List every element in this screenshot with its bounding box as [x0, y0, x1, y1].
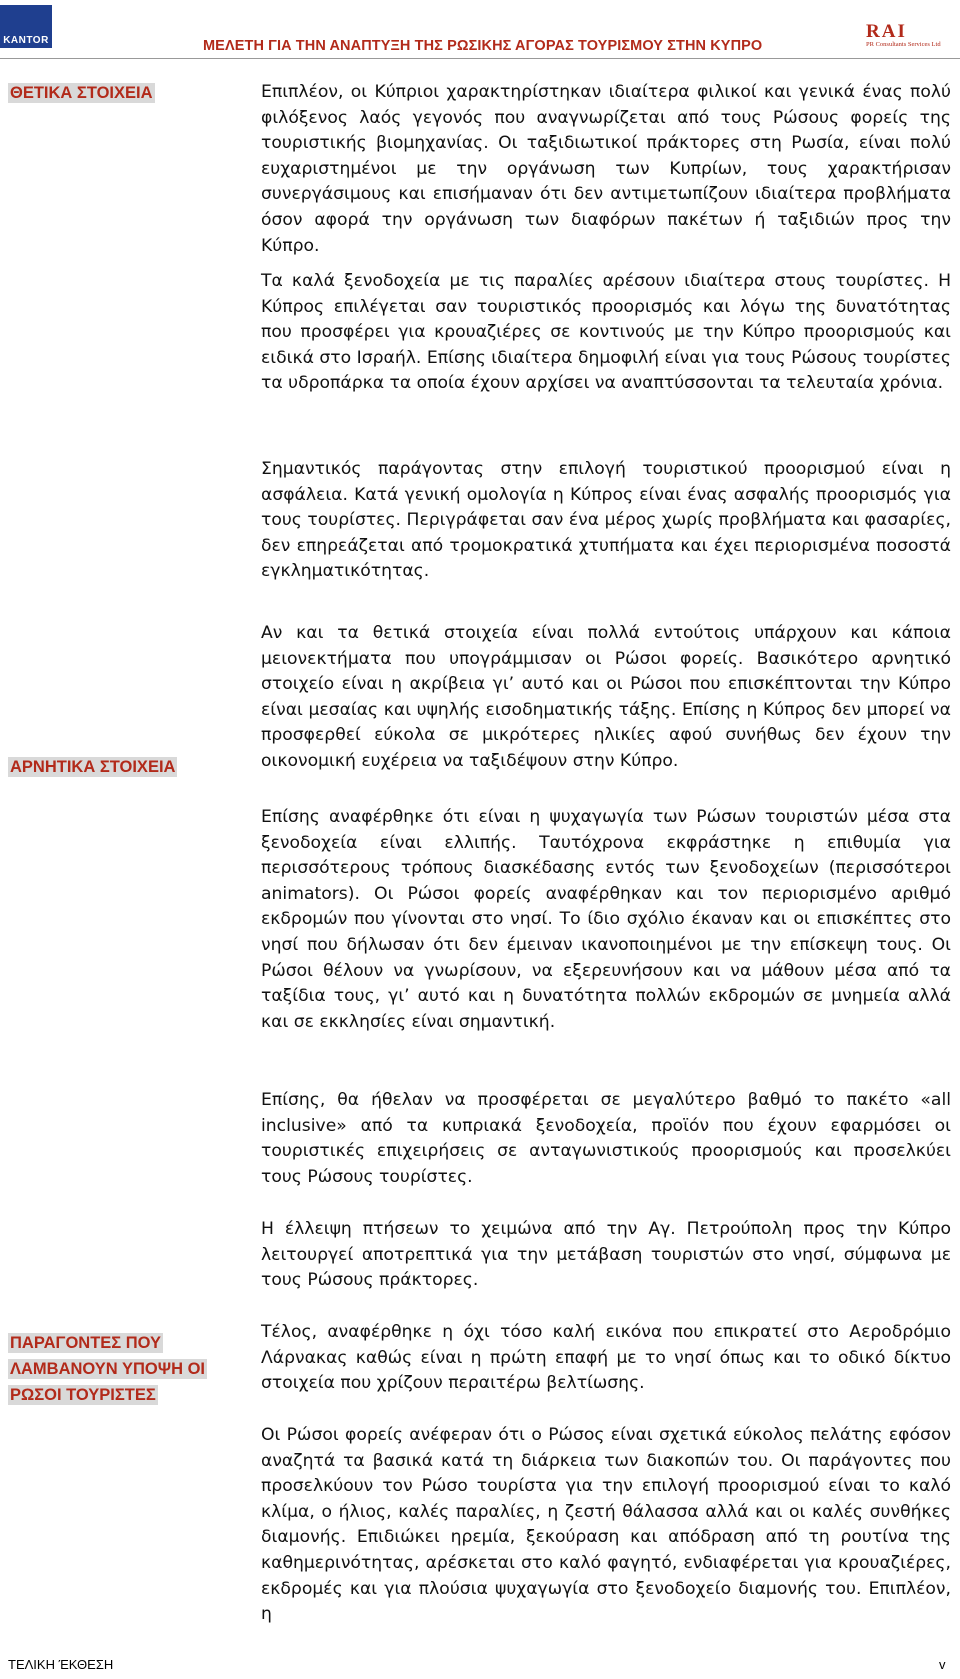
kantor-logo: KANTOR: [0, 5, 52, 48]
footer-report-label: ΤΕΛΙΚΗ ΈΚΘΕΣΗ: [8, 1657, 114, 1672]
side-heading-positive-text: ΘΕΤΙΚΑ ΣΤΟΙΧΕΙΑ: [10, 84, 153, 102]
paragraph-entertainment: Επίσης αναφέρθηκε ότι είναι η ψυχαγωγία των Ρώσων τουριστών μέσα στα ξενοδοχεία είναι ελλιπής. Ταυτόχρονα εκφράστηκε η επιθυμία για περισσότερους τρόπους διασκέδασης εντός των ξενοδοχείων (περισσότεροι animators). Οι Ρώσοι φορείς αναφέρθηκαν και τον περιορισμένο αριθμό εκδρομών που γίνονται στο νησί. Το ίδιο σχόλιο έκαναν και οι επισκέπτες στο νησί που δήλωσαν ότι δεν έμειναν ικανοποιημένοι με την επίσκεψη τους. Οι Ρώσοι θέλουν να γνωρίσουν, να εξερευνήσουν και να μάθουν μέσα από τα ταξίδια τους, γι’ αυτό και η δυνατότητα πολλών εκδρομών σε μνημεία αλλά και σε εκκλησίες είναι σημαντική.: [261, 807, 951, 1032]
rai-logo-mark: RAI: [866, 21, 907, 42]
paragraph-winter-flights: Η έλλειψη πτήσεων το χειμώνα από την Αγ. Πετρούπολη προς την Κύπρο λειτουργεί αποτρεπτικά για την μετάβαση τουριστών στο νησί, σύμφωνα με τους Ρώσους πράκτορες.: [261, 1219, 951, 1291]
side-heading-negative-text: ΑΡΝΗΤΙΚΑ ΣΤΟΙΧΕΙΑ: [10, 758, 176, 776]
side-heading-factors-text: ΠΑΡΑΓΟΝΤΕΣ ΠΟΥ ΛΑΜΒΑΝΟΥΝ ΥΠΟΨΗ ΟΙ ΡΩΣΟΙ ΤΟΥΡΙΣΤΕΣ: [10, 1334, 206, 1404]
side-heading-negative: [8, 754, 223, 780]
paragraph-hotels-beaches: Τα καλά ξενοδοχεία με τις παραλίες αρέσουν ιδιαίτερα στους τουρίστες. Η Κύπρος επιλέγεται σαν τουριστικός προορισμός και λόγω της δυνατότητας που προσφέρει για κρουαζιέρες σε κοντινούς με την Κύπρο προορισμούς και ειδικά στο Ισραήλ. Επίσης ιδιαίτερα δημοφιλή είναι για τους Ρώσους τουρίστες τα υδροπάρκα τα οποία έχουν αρχίσει να αναπτύσσονται τα τελευταία χρόνια.: [261, 271, 951, 394]
document-header-title: ΜΕΛΕΤΗ ΓΙΑ ΤΗΝ ΑΝΑΠΤΥΞΗ ΤΗΣ ΡΩΣΙΚΗΣ ΑΓΟΡΑΣ ΤΟΥΡΙΣΜΟΥ ΣΤΗΝ ΚΥΠΡΟ: [203, 38, 763, 54]
paragraph-all-inclusive: Επίσης, θα ήθελαν να προσφέρεται σε μεγαλύτερο βαθμό το πακέτο «all inclusive» από τα κυπριακά ξενοδοχεία, προϊόν που έχουν εφαρμόσει οι τουριστικές επιχειρήσεις σε ανταγωνιστικούς προορισμούς και προσελκύει τους Ρώσους τουρίστες.: [261, 1090, 951, 1187]
paragraph-disadvantages: Αν και τα θετικά στοιχεία είναι πολλά εντούτοις υπάρχουν και κάποια μειονεκτήματα που υπογράμμισαν οι Ρώσοι φορείς. Βασικότερο αρνητικό στοιχείο είναι η ακρίβεια γι’ αυτό και οι Ρώσοι που επισκέπτονται την Κύπρο είναι μεσαίας και υψηλής εισοδηματικής τάξης. Επίσης η Κύπρος δεν μπορεί να προσφερθεί εύκολα σε μικρότερες ηλικίες αφού συνήθως δεν έχουν την οικονομική ευχέρεια να ταξιδέψουν στην Κύπρο.: [261, 623, 951, 771]
rai-logo: [866, 22, 958, 52]
rai-logo-subtitle: PR Consultants Services Ltd: [866, 41, 941, 48]
side-heading-factors: [8, 1330, 218, 1408]
paragraph-hospitality: Επιπλέον, οι Κύπριοι χαρακτηρίστηκαν ιδιαίτερα φιλικοί και γενικά ένας πολύ φιλόξενος λαός γεγονός που αναγνωρίζεται από τους Ρώσους φορείς της τουριστικής βιομηχανίας. Οι ταξιδιωτικοί πράκτορες στη Ρωσία, είναι πολύ ευχαριστημένοι με την οργάνωση των Κυπρίων, τους χαρακτήρισαν συνεργάσιμους και επισήμαναν ότι δεν αντιμετωπίζουν ιδιαίτερα προβλήματα όσον αφορά την οργάνωση των διαφόρων πακέτων ή ταξιδιών προς την Κύπρο.: [261, 82, 951, 256]
page-number: v: [939, 1657, 946, 1672]
paragraph-safety: Σημαντικός παράγοντας στην επιλογή τουριστικού προορισμού είναι η ασφάλεια. Κατά γενική ομολογία η Κύπρος είναι ένας ασφαλής προορισμός για τους τουρίστες. Περιγράφεται σαν ένα μέρος χωρίς προβλήματα και φασαρίες, δεν επηρεάζεται από τρομοκρατικά χτυπήματα και έχει περιορισμένα ποσοστά εγκληματικότητας.: [261, 459, 951, 582]
paragraph-factors: Οι Ρώσοι φορείς ανέφεραν ότι ο Ρώσος είναι σχετικά εύκολος πελάτης εφόσον αναζητά τα βασικά κατά τη διάρκεια των διακοπών του. Οι παράγοντες που προσελκύουν τον Ρώσο τουρίστα για την επιλογή προορισμού είναι το καλό κλίμα, ο ήλιος, καλές παραλίες, η ζεστή θάλασσα αλλά και οι καλές συνθήκες διαμονής. Επιδιώκει ηρεμία, ξεκούραση και απόδραση από τη ρουτίνα της καθημερινότητας, αρέσκεται στο καλό φαγητό, ενδιαφέρεται για κρουαζιέρες, εκδρομές και για πλούσια ψυχαγωγία στο ξενοδοχείο διαμονής του. Επιπλέον, η: [261, 1425, 951, 1625]
header-divider: [0, 58, 960, 59]
side-heading-positive: [8, 80, 223, 106]
paragraph-airport: Τέλος, αναφέρθηκε η όχι τόσο καλή εικόνα που επικρατεί στο Αεροδρόμιο Λάρνακας καθώς είναι η πρώτη επαφή με το νησί όπως και το οδικό δίκτυο στοιχεία που χρίζουν περαιτέρω βελτίωσης.: [261, 1322, 951, 1394]
